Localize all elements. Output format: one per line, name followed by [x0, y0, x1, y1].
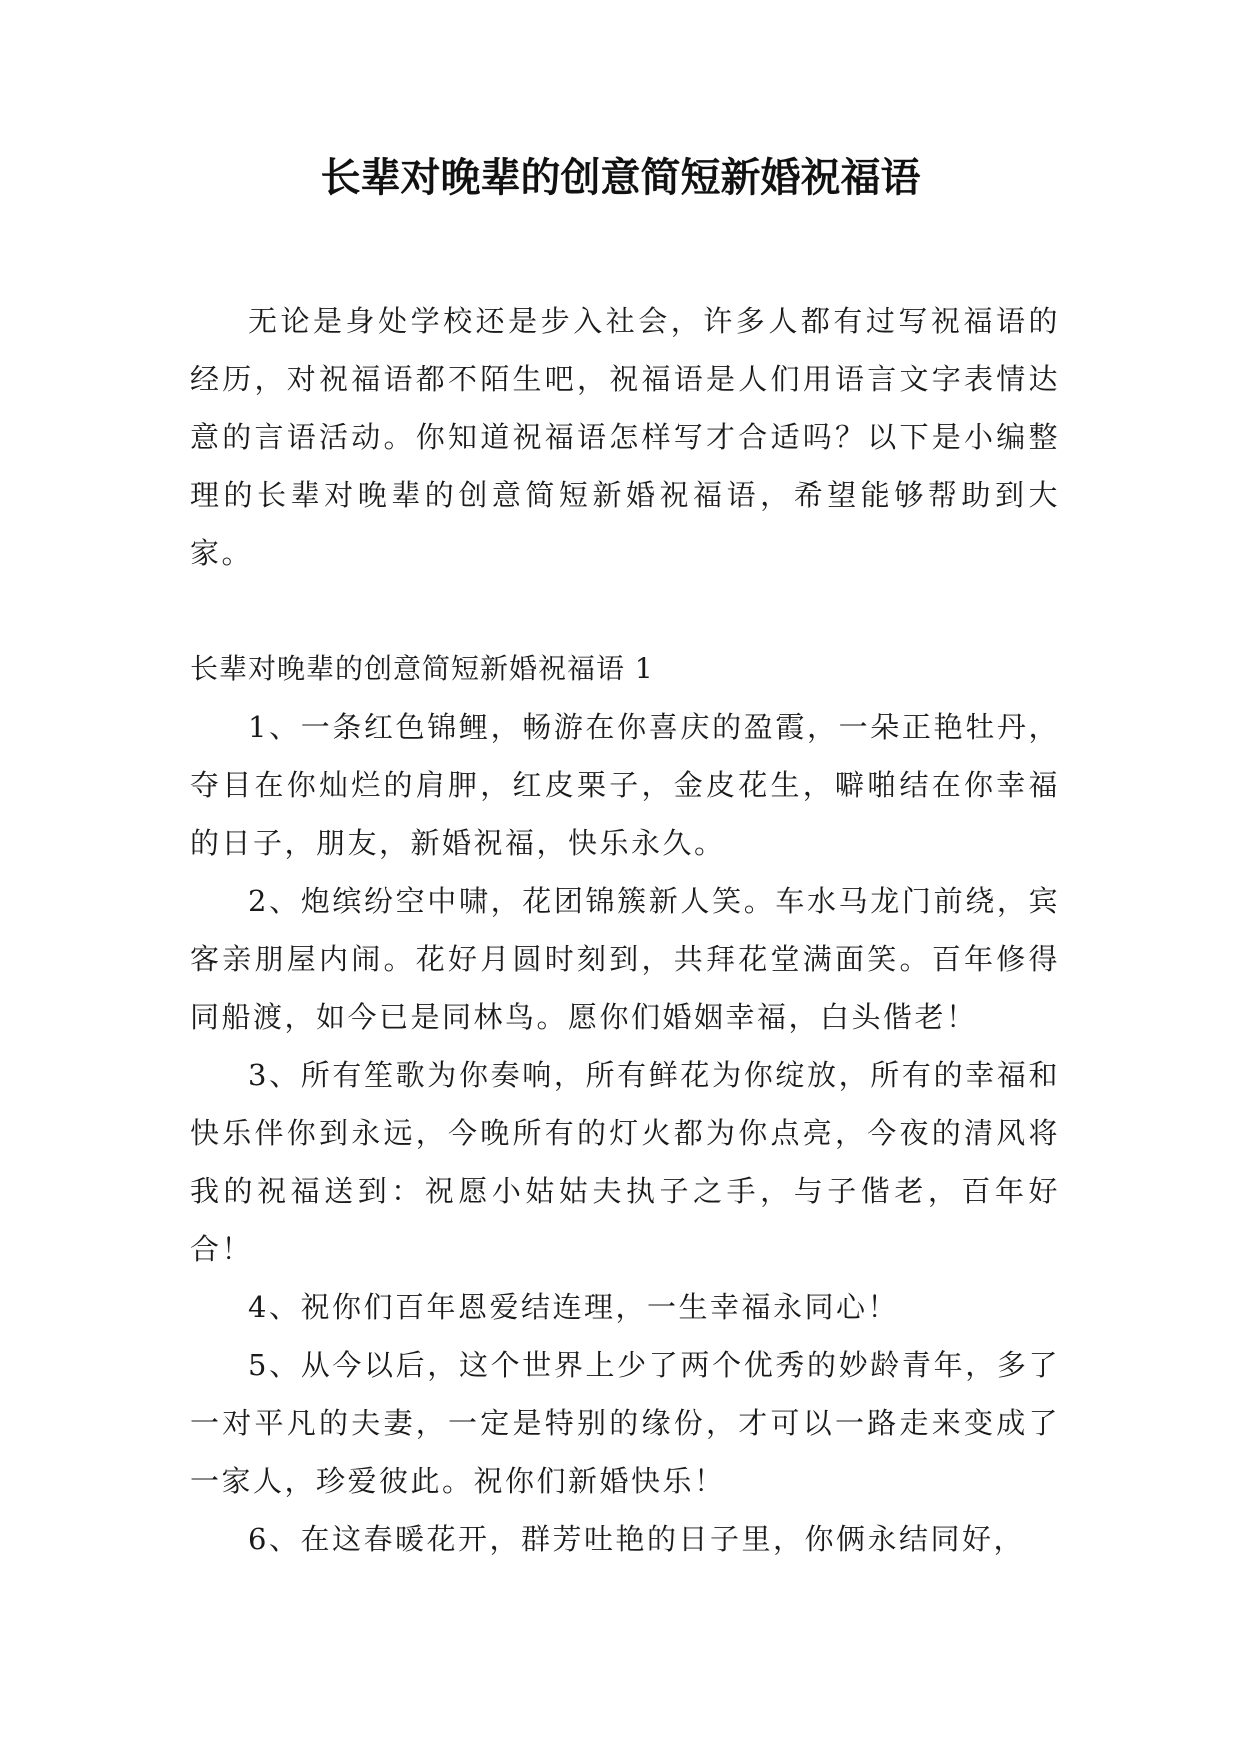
blessing-item-3: 3、所有笙歌为你奏响，所有鲜花为你绽放，所有的幸福和快乐伴你到永远，今晚所有的灯火都为你点亮，今夜的清风将我的祝福送到：祝愿小姑姑夫执子之手，与子偕老，百年好合！ [190, 1058, 1060, 1266]
blessing-item-5: 5、从今以后，这个世界上少了两个优秀的妙龄青年，多了一对平凡的夫妻，一定是特别的缘份，才可以一路走来变成了一家人，珍爱彼此。祝你们新婚快乐！ [190, 1348, 1060, 1498]
blessing-item-6: 6、在这春暖花开，群芳吐艳的日子里，你俩永结同好， [248, 1522, 1025, 1556]
blessing-item-1: 1、一条红色锦鲤，畅游在你喜庆的盈霞，一朵正艳牡丹，夺目在你灿烂的肩胛，红皮栗子，金皮花生，噼啪结在你幸福的日子，朋友，新婚祝福，快乐永久。 [190, 710, 1060, 860]
section-heading: 长辈对晚辈的创意简短新婚祝福语 1 [190, 652, 654, 685]
blessing-item-4: 4、祝你们百年恩爱结连理，一生幸福永同心！ [248, 1290, 899, 1324]
blessing-item-2: 2、炮缤纷空中啸，花团锦簇新人笑。车水马龙门前绕，宾客亲朋屋内闹。花好月圆时刻到，共拜花堂满面笑。百年修得同船渡，如今已是同林鸟。愿你们婚姻幸福，白头偕老！ [190, 884, 1060, 1034]
document-body [190, 292, 1060, 1568]
intro-paragraph: 无论是身处学校还是步入社会，许多人都有过写祝福语的经历，对祝福语都不陌生吧，祝福语是人们用语言文字表情达意的言语活动。你知道祝福语怎样写才合适吗？以下是小编整理的长辈对晚辈的创意简短新婚祝福语，希望能够帮助到大家。 [190, 304, 1060, 570]
document-title: 长辈对晚辈的创意简短新婚祝福语 [320, 155, 921, 201]
